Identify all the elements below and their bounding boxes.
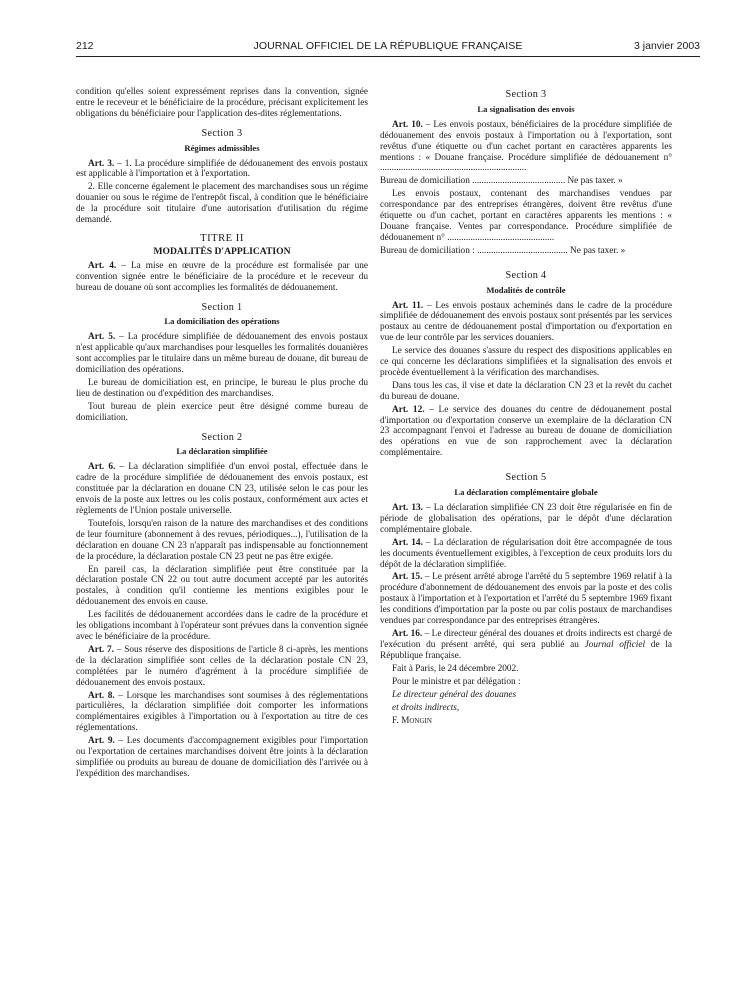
article-13-text: – La déclaration simplifiée CN 23 doit être régularisée en fin de période de globalisation des opérations, par le dépôt d'une déclaration complémentaire globale. <box>380 503 672 535</box>
article-12-text: – Le service des douanes du centre de dédouanement postal d'importation ou d'exportation conserve un exemplaire de la déclaration CN 23 accompagnant l'envoi et l'adresse au bureau de douane de domiciliation des opérations en vue de son rapprochement avec la déclaration complémentaire. <box>380 404 672 459</box>
article-11-label: Art. 11. <box>392 300 424 311</box>
section-1-title: La domiciliation des opérations <box>164 316 280 327</box>
titre-label: TITRE II <box>200 232 244 244</box>
article-5-text: – La procédure simplifiée de dédouanement des envois postaux n'est applicable qu'aux marchandises pour lesquelles les formalités douanières sont accomplies par le titulaire dans un même bureau de douane, dit bureau de domiciliation des opérations. <box>76 332 368 376</box>
section-3-label: Section 3 <box>201 127 243 139</box>
article-7 <box>76 645 368 689</box>
article-5 <box>76 332 368 376</box>
article-16 <box>380 629 672 662</box>
article-11-paragraph-3: Dans tous les cas, il vise et date la déclaration CN 23 et la revêt du cachet du bureau de douane. <box>380 380 672 402</box>
article-16-label: Art. 16. <box>392 628 423 639</box>
fait-a-paris: Fait à Paris, le 24 décembre 2002. <box>392 663 519 674</box>
header-rule <box>76 56 700 57</box>
article-15-label: Art. 15. <box>392 572 423 583</box>
section-5-title: La déclaration complémentaire globale <box>454 487 598 498</box>
article-11 <box>380 301 672 345</box>
titre-title: MODALITÉS D'APPLICATION <box>153 245 291 257</box>
left-column <box>76 87 368 782</box>
issue-date: 3 janvier 2003 <box>634 40 700 52</box>
article-14 <box>380 538 672 571</box>
article-10-text: – Les envois postaux, bénéficiaires de la procédure simplifiée de dédouanement des envois postaux à l'importation ou à l'exportation, sont revêtus d'une étiquette ou d'un cachet portant en caractères apparents les mentions : « Douane française. Procédure simplifiée de dédouanement n° ............................................................... <box>380 119 672 174</box>
section-5-label: Section 5 <box>505 472 547 484</box>
article-10 <box>380 120 672 175</box>
article-3-paragraph-2: 2. Elle concerne également le placement des marchandises sous un régime douanier ou sous le régime de l'entrepôt fiscal, à condition que le bénéficiaire de la procédure soit titulaire d'une autorisation d'utilisation du régime demandé. <box>76 182 368 226</box>
article-13-label: Art. 13. <box>392 503 423 513</box>
article-9 <box>76 736 368 780</box>
article-6-paragraph-2: Toutefois, lorsqu'en raison de la nature des marchandises et des conditions de leur fourniture (abonnement à des revues, périodiques...), l'utilisation de la déclaration en douane CN 23 n'apparaît pas indispensable au fonctionnement de la procédure, la déclaration postale CN 23 peut ne pas être exigée. <box>76 518 368 562</box>
article-12-label: Art. 12. <box>392 404 425 415</box>
article-6-text: – La déclaration simplifiée d'un envoi postal, effectuée dans le cadre de la procédure simplifiée de dédouanement des envois postaux, est constituée par la déclaration en douane CN 23, utilisée selon le cas pour les envois de la poste aux lettres ou les colis postaux, conformément aux actes et règlements de l'Union postale universelle. <box>76 462 368 516</box>
intro-paragraph: condition qu'elles soient expressément reprises dans la convention, signée entre le receveur et le bénéficiaire de la procédure, précisant explicitement les obligations du bénéficiaire pour l'application des-dites réglementations. <box>76 87 368 119</box>
right-column <box>380 87 672 729</box>
article-13 <box>380 503 672 536</box>
article-11-text: – Les envois postaux acheminés dans le cadre de la procédure simplifiée de dédouanement des envois postaux sont présentés par les services postaux au centre de dédouanement postal d'importation ou d'exportation en vue de leur contrôle par les services douaniers. <box>380 300 672 344</box>
article-14-label: Art. 14. <box>392 537 423 548</box>
article-4-label: Art. 4. <box>88 260 117 271</box>
article-10-domiciliation-line: Bureau de domiciliation ........................................ Ne pas taxer. » <box>380 176 623 187</box>
section-3-title: Régimes admissibles <box>184 142 260 153</box>
section-2-label: Section 2 <box>201 431 243 443</box>
article-16-text-b: de la République française. <box>380 639 672 661</box>
article-5-paragraph-2: Le bureau de domiciliation est, en principe, le bureau le plus proche du lieu de destination ou d'expédition des marchandises. <box>76 377 368 399</box>
journal-title: JOURNAL OFFICIEL DE LA RÉPUBLIQUE FRANÇAISE <box>253 40 523 52</box>
article-4 <box>76 261 368 294</box>
article-8-text: – Lorsque les marchandises sont soumises à des réglementations particulières, la déclaration simplifiée doit comporter les informations complémentaires exigibles à l'importation ou à l'exportation au titre de ces réglementations. <box>76 690 368 734</box>
article-6-paragraph-3: En pareil cas, la déclaration simplifiée peut être constituée par la déclaration postale CN 22 ou tout autre document accepté par les autorités postales, à condition qu'il contienne les mentions exigibles pour le dédouanement des envois en cause. <box>76 564 368 608</box>
article-15-text: – Le présent arrêté abroge l'arrêté du 5 septembre 1969 relatif à la procédure d'abonnement de dédouanement des envois par la poste et des colis postaux à l'importation et à l'exportation et l'arrêté du 5 septembre 1969 fixant les conditions d'importation par la poste ou par colis postaux de marchandises vendues par correspondance par des entreprises étrangères. <box>380 572 672 627</box>
article-9-text: – Les documents d'accompagnement exigibles pour l'importation ou l'exportation de certaines marchandises doivent être joints à la déclaration simplifiée ou produits au bureau de douane de domiciliation dès l'arrivée ou à l'expédition des marchandises. <box>76 736 369 779</box>
signature-line-2: Le directeur général des douanes <box>392 689 517 700</box>
signature-line-3: et droits indirects, <box>392 702 460 713</box>
article-8-label: Art. 8. <box>88 690 115 701</box>
section-3-right-title: La signalisation des envois <box>477 103 575 114</box>
article-3-label: Art. 3. <box>88 158 115 169</box>
section-1-label: Section 1 <box>201 301 243 313</box>
article-9-label: Art. 9. <box>88 736 115 747</box>
article-10-domiciliation-line-2: Bureau de domiciliation : ....................................... Ne pas taxer. » <box>380 245 626 256</box>
article-12 <box>380 405 672 460</box>
article-11-paragraph-2: Le service des douanes s'assure du respect des dispositions applicables en ce qui concerne les déclarations simplifiées et la signalisation des envois et procède éventuellement à la vérification des marchandises. <box>380 346 672 378</box>
article-7-text: – Sous réserve des dispositions de l'article 8 ci-après, les mentions de la déclaration simplifiée sont celles de la déclaration postale CN 23, complétées par le numéro d'agrément à la procédure simplifiée de dédouanement des envois postaux. <box>76 644 368 688</box>
article-4-text: – La mise en œuvre de la procédure est formalisée par une convention signée entre le bénéficiaire de la procédure et le receveur du bureau de douane où sont accomplies les formalités de dédouanement. <box>76 260 369 293</box>
article-3-text: – 1. La procédure simplifiée de dédouanement des envois postaux est applicable à l'importation et à l'exportation. <box>76 158 368 180</box>
signature-line-1: Pour le ministre et par délégation : <box>392 676 521 687</box>
article-6-paragraph-4: Les facilités de dédouanement accordées dans le cadre de la procédure et les obligations incombant à l'opérateur sont prévues dans la convention signée avec le bénéficiaire de la procédure. <box>76 610 368 642</box>
section-2-title: La déclaration simplifiée <box>176 446 268 457</box>
signatory-name: F. Mongin <box>392 715 432 726</box>
article-5-label: Art. 5. <box>88 332 116 343</box>
page-header <box>76 40 700 54</box>
article-7-label: Art. 7. <box>88 644 115 655</box>
section-4-title: Modalités de contrôle <box>486 284 566 295</box>
article-16-journal-officiel: Journal officiel <box>584 639 646 650</box>
article-3 <box>76 159 368 181</box>
section-3-right-label: Section 3 <box>505 89 547 100</box>
article-10-paragraph-2: Les envois postaux, contenant des marchandises vendues par correspondance par des entreprises étrangères, doivent être revêtus d'une étiquette ou d'un cachet, portant en caractères apparents les mentions : « Douane française. Ventes par correspondance. Procédure simplifiée de dédouanement n° .............................................. <box>380 189 672 243</box>
article-6-label: Art. 6. <box>88 462 116 473</box>
article-16-text-a: – Le directeur général des douanes et droits indirects est chargé de l'exécution du présent arrêté, qui sera publié au <box>380 628 672 650</box>
article-14-text: – La déclaration de régularisation doit être accompagnée de tous les documents éventuellement exigibles, à l'exception de ceux produits lors du dépôt de la déclaration simplifiée. <box>380 537 672 570</box>
page-number: 212 <box>76 40 94 52</box>
article-10-label: Art. 10. <box>392 119 423 130</box>
article-8 <box>76 691 368 735</box>
section-4-label: Section 4 <box>505 269 547 281</box>
article-15 <box>380 572 672 627</box>
article-6 <box>76 462 368 517</box>
article-5-paragraph-3: Tout bureau de plein exercice peut être désigné comme bureau de domiciliation. <box>76 401 368 423</box>
